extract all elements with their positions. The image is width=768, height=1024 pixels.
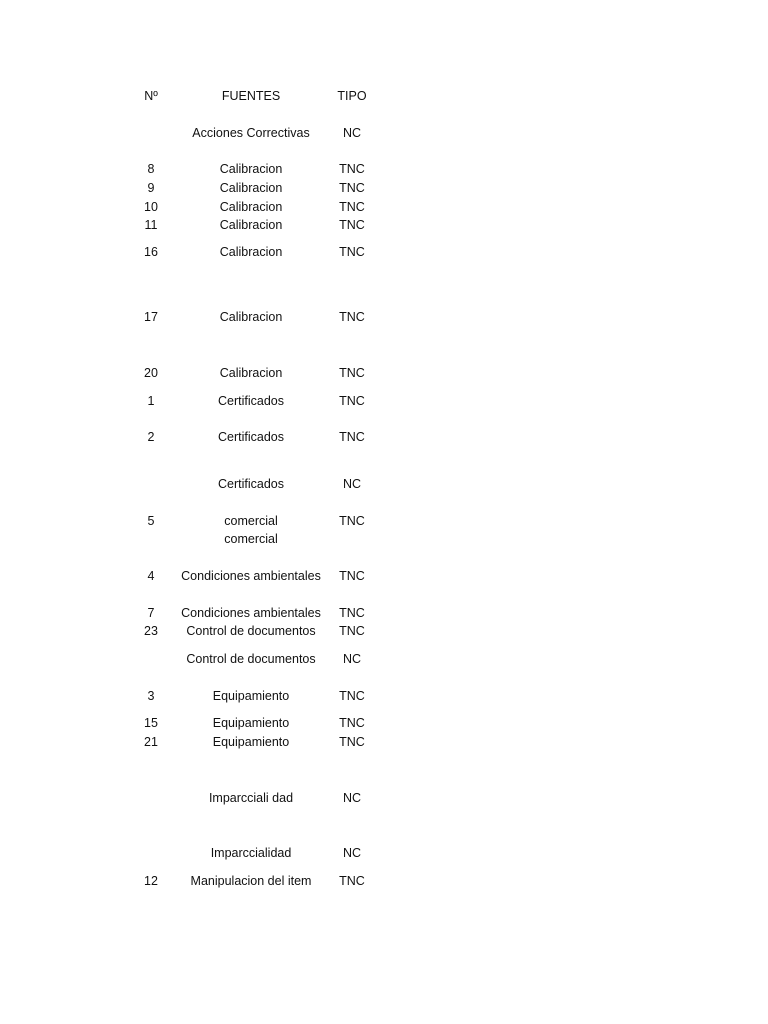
- row-tipo: TNC: [339, 200, 365, 214]
- row-tipo: TNC: [339, 310, 365, 324]
- row-tipo: TNC: [339, 514, 365, 528]
- row-tipo: NC: [342, 126, 362, 140]
- row-fuente: Equipamiento: [212, 735, 290, 749]
- row-fuente: Imparcciali dad: [208, 791, 294, 805]
- row-fuente: Calibracion: [219, 181, 283, 195]
- row-tipo: TNC: [339, 569, 365, 583]
- header-tipo: TIPO: [337, 89, 367, 103]
- header-no: Nº: [144, 89, 158, 103]
- row-tipo: NC: [342, 652, 362, 666]
- row-fuente: Condiciones ambientales: [181, 606, 321, 620]
- row-fuente: comercial comercial: [224, 514, 278, 546]
- header-fuentes: FUENTES: [221, 89, 281, 103]
- row-fuente: Manipulacion del item: [190, 874, 312, 888]
- row-fuente: Certificados: [218, 477, 284, 491]
- row-tipo: TNC: [339, 218, 365, 232]
- row-tipo: TNC: [339, 716, 365, 730]
- row-fuente: Equipamiento: [212, 689, 290, 703]
- row-tipo: NC: [342, 846, 362, 860]
- row-fuente: Calibracion: [219, 162, 283, 176]
- row-tipo: TNC: [339, 245, 365, 259]
- row-fuente: Certificados: [218, 394, 284, 408]
- row-tipo: TNC: [339, 735, 365, 749]
- row-tipo: TNC: [339, 181, 365, 195]
- row-no: 10: [144, 200, 158, 214]
- row-fuente: Calibracion: [219, 310, 283, 324]
- row-no: 3: [147, 689, 155, 703]
- row-fuente: Acciones Correctivas: [192, 126, 310, 140]
- row-tipo: TNC: [339, 366, 365, 380]
- row-no: 12: [144, 874, 158, 888]
- row-tipo: TNC: [339, 162, 365, 176]
- row-no: 8: [147, 162, 155, 176]
- row-no: 17: [144, 310, 158, 324]
- row-tipo: TNC: [339, 430, 365, 444]
- row-fuente: Calibracion: [219, 245, 283, 259]
- row-no: 16: [144, 245, 158, 259]
- row-fuente: Control de documentos: [186, 652, 316, 666]
- row-tipo: TNC: [339, 606, 365, 620]
- row-no: 11: [144, 218, 158, 232]
- row-no: 4: [147, 569, 155, 583]
- row-no: 1: [147, 394, 155, 408]
- row-fuente: Calibracion: [219, 200, 283, 214]
- row-fuente: Equipamiento: [212, 716, 290, 730]
- row-tipo: TNC: [339, 689, 365, 703]
- row-no: 23: [144, 624, 158, 638]
- row-no: 5: [147, 514, 155, 528]
- row-tipo: NC: [342, 477, 362, 491]
- row-fuente: Certificados: [218, 430, 284, 444]
- row-fuente: Calibracion: [219, 218, 283, 232]
- row-fuente: Condiciones ambientales: [181, 569, 321, 583]
- row-tipo: TNC: [339, 624, 365, 638]
- row-no: 20: [144, 366, 158, 380]
- row-no: 9: [147, 181, 155, 195]
- row-no: 7: [147, 606, 155, 620]
- row-no: 2: [147, 430, 155, 444]
- row-tipo: TNC: [339, 394, 365, 408]
- row-fuente: Calibracion: [219, 366, 283, 380]
- row-fuente: Control de documentos: [186, 624, 316, 638]
- row-fuente: Imparccialidad: [210, 846, 292, 860]
- row-no: 15: [144, 716, 158, 730]
- row-tipo: NC: [342, 791, 362, 805]
- row-tipo: TNC: [339, 874, 365, 888]
- row-no: 21: [144, 735, 158, 749]
